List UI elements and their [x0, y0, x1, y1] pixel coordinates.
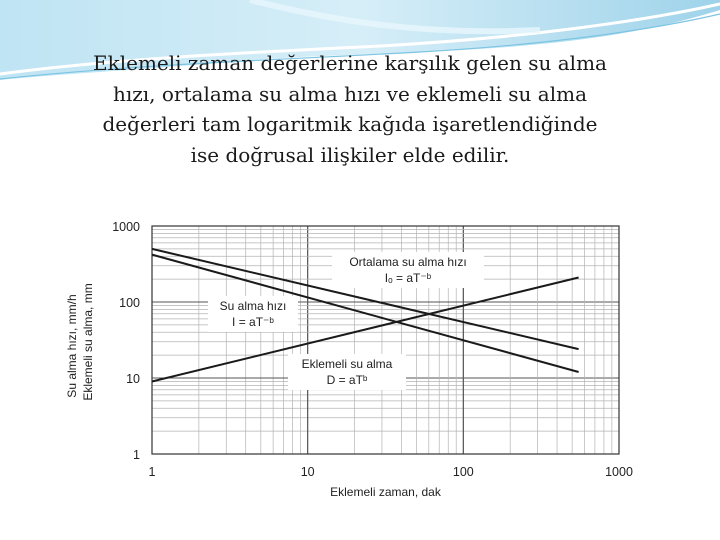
y-axis-label-secondary: Eklemeli su alma, mm [81, 283, 95, 401]
title-line: ise doğrusal ilişkiler elde edilir. [190, 142, 510, 167]
series-label-su-alma-hizi [208, 296, 298, 332]
title-line: Eklemeli zaman değerlerine karşılık gelen su alma [93, 51, 607, 75]
x-tick-label: 100 [452, 465, 474, 479]
series-name: Su alma hızı [219, 299, 287, 313]
y-tick-label: 1000 [112, 220, 140, 234]
title-line: hızı, ortalama su alma hızı ve eklemeli su alma [112, 81, 588, 106]
x-tick-label: 1 [148, 465, 156, 479]
series-formula: D = aTᵇ [326, 373, 368, 387]
slide-title [60, 48, 640, 170]
x-axis-label: Eklemeli zaman, dak [330, 485, 441, 499]
series-label-eklemeli [288, 354, 406, 390]
y-tick-label: 100 [119, 296, 140, 310]
title-line: değerleri tam logaritmik kağıda işaretlendiğinde [102, 112, 598, 136]
x-tick-label: 1000 [605, 465, 633, 479]
infiltration-chart [62, 208, 652, 513]
x-tick-label: 10 [300, 465, 315, 479]
y-axis-label-primary: Su alma hızı, mm/h [65, 294, 79, 398]
y-tick-label: 1 [133, 448, 140, 462]
series-label-ortalama [332, 252, 484, 288]
series-name: Eklemeli su alma [301, 357, 393, 371]
chart-canvas [62, 208, 652, 513]
series-formula: I = aT⁻ᵇ [232, 315, 274, 329]
series-formula: Iₒ = aT⁻ᵇ [384, 271, 432, 285]
y-tick-label: 10 [126, 372, 140, 386]
series-name: Ortalama su alma hızı [349, 255, 467, 269]
